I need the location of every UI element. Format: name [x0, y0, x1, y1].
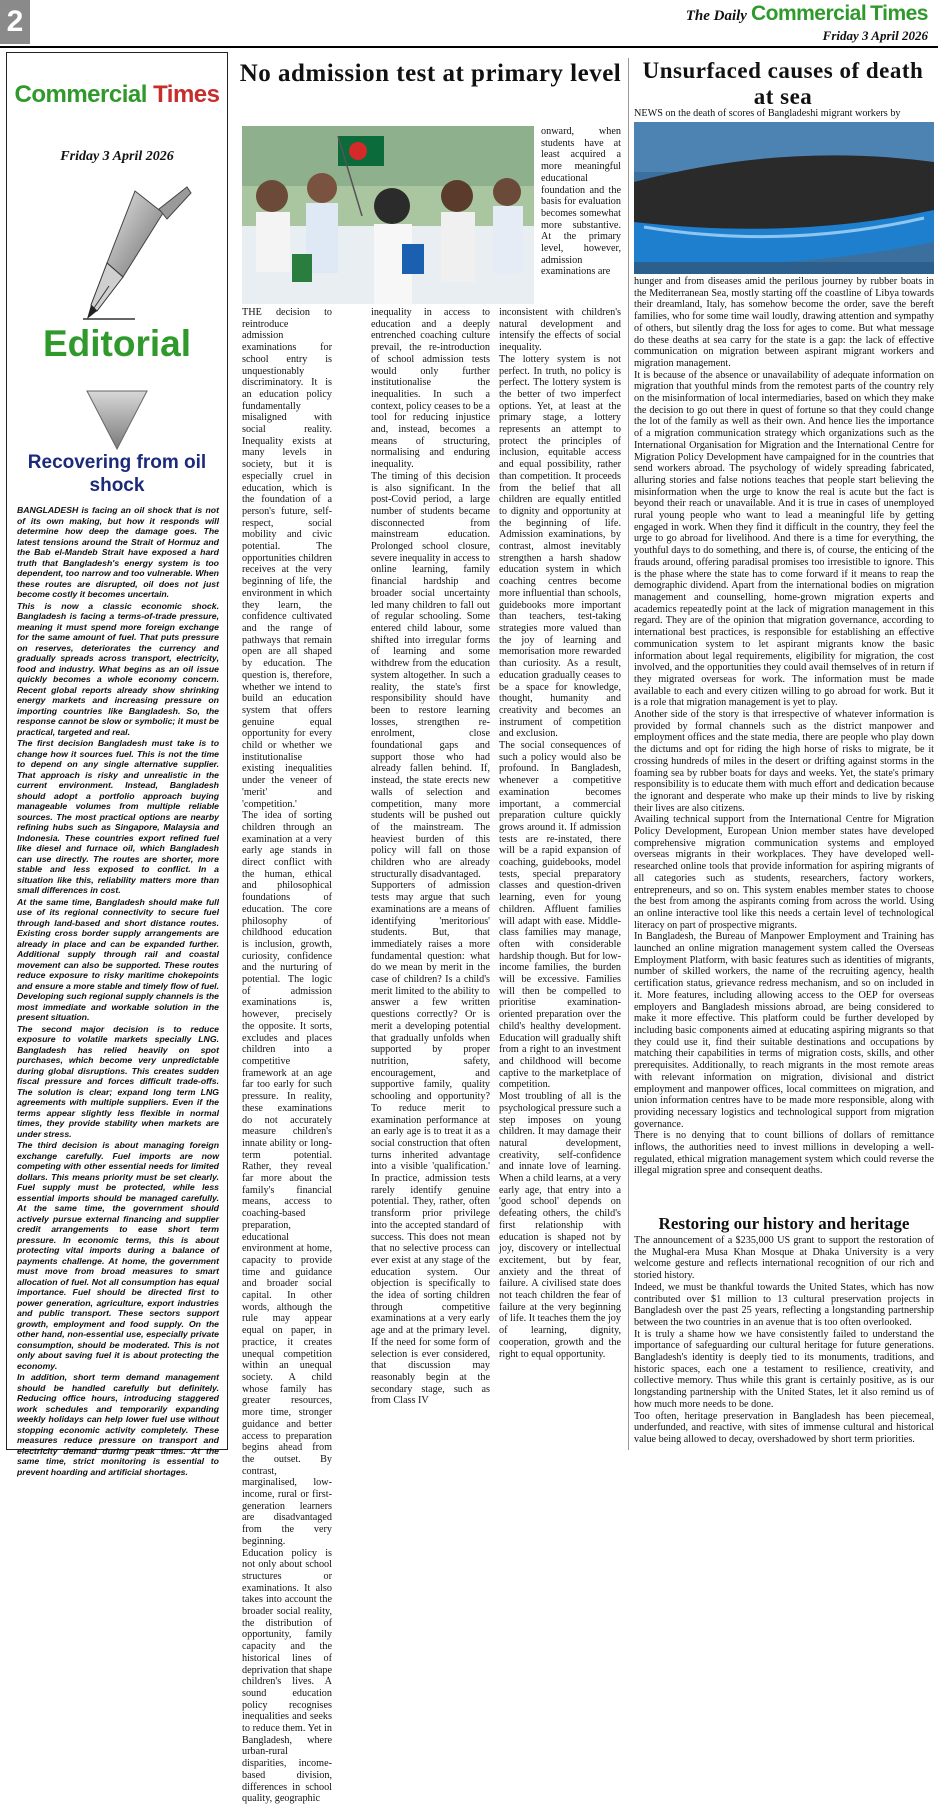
article-paragraph: Availing technical support from the International Centre for Migration Policy Development, European Union member states have developed comprehensive migration communication systems and employed overseas migrants in their workplaces. They have developed well-researched online tools that provide information for aspiring migrants of all categories such as students, researchers, factory workers, entrepreneurs, and so on. This system enables member states to choose the best from among the aspirants coming from across the world. Using an online interactive tool like this needs a certain level of technological literacy on part of prospective migrants. [634, 814, 934, 931]
fountain-pen-icon [75, 183, 195, 321]
article-paragraph: It is because of the absence or unavailability of adequate information on migration that youthful minds from the remotest parts of the country rely on the misinformation of local intermediaries, based on which they make the decision to go out there in quest of fortune so that they could change the lot of the family as well as their own. And hence lies the importance of a migration communication strategy which organizations such as the International Organisation for Migration and the International Centre for Migration Policy Development have campaigned for in the countries that send workers abroad. The psychology of widely spreading fabricated, alluring stories and false notions teaches that people start believing the misinformation when the urge to know the real is acute but the fact is beyond their reach or unavailable. And it is true in cases of unemployed rural young people who want to lead a meaningful life by getting engaged in work. When they find it difficult in the country, they feel the urge to go abroad for livelihood. And there is a time for everything, the youthful days to do something, and there is, of course, the enticing of the frauds around, offering paradisal promises too irresistible to ignore. This is the phase where the state has to come forward if it means to reap the demographic dividend. Apart from the international bodies on migration management and counselling, home-grown migration experts and academics repeatedly point at the lack of migration management in this regard. They are of the opinion that migration governance, according to international best practices, is responsible for establishing an effective communication system to let aspirant migrants know the basic information about legal requirements, eligibility for migration, the cost involved, and the opportunities they could avail themselves of in return if they migrated overseas for work. The information must be made available to each and every citizen willing to go abroad for work. But it is a role that migration management is yet to play. [634, 369, 934, 709]
page-number: 2 [0, 0, 30, 44]
article-paragraph: inequality in access to education and a deeply entrenched coaching culture prevail, the re-introduction of school admission tests would only further institutionalise the inequalities. In such a context, policy ceases to be a tool for reducing injustice and, instead, becomes a means of structuring, normalising and enduring inequality. [371, 307, 490, 471]
article-title-heritage: Restoring our history and heritage [658, 1214, 910, 1233]
editorial-paragraph: At the same time, Bangladesh should make full use of its regional connectivity to secure fuel through land-based and short distance routes. Existing cross border supply arrangements are already in place and can be expanded further. Additional supply through rail and coastal movement can also be supported. These routes reduce exposure to risky maritime chokepoints and ensure a more stable and timely flow of fuel. Developing such regional supply channels is the most immediate and workable solution in the present situation. [17, 896, 219, 1022]
article-column-admission-1 [242, 307, 332, 1805]
article-paragraph: Education policy is not only about school structures or examinations. It also takes into account the broader social reality, the distribution of opportunity, family capacity and the historical lines of deprivation that shape children's lives. A sound education policy recognises inequalities and seeks to reduce them. Yet in Bangladesh, where urban-rural disparities, income-based division, differences in school quality, geographic [242, 1547, 332, 1805]
editorial-headline: Recovering from oil shock [27, 452, 207, 496]
masthead [686, 2, 928, 44]
sidebar-logo-times: Times [153, 81, 220, 108]
article-paragraph: The social consequences of such a policy would also be profound. In Bangladesh, whenever a competitive examination becomes important, a commercial preparation culture quickly grows around it. If admission tests are re-instated, there will be a rapid expansion of coaching, guidebooks, model tests, special preparatory classes and question-driven learning, even for young children. Affluent families will adapt with ease. Middle-class families may manage, often with considerable hardship though. But for low-income families, the burden will be excessive. Families will then be compelled to prioritise examination-oriented preparation over the child's healthy development. Education will gradually shift from a right to an investment and childhood will become captive to the marketplace of competition. [499, 740, 621, 1091]
editorial-paragraph: BANGLADESH is facing an oil shock that is not of its own making, but how it responds will determine how deep the damage goes. The latest tensions around the Strait of Hormuz and the Bab el-Mandeb Strait have exposed a hard truth that Bangladesh's energy system is too dependent, too narrow and too vulnerable. When these routes are disrupted, oil does not just become costly it becomes uncertain. [17, 505, 219, 599]
editorial-sidebar [6, 52, 228, 1477]
article-paragraph: inconsistent with children's natural development and intensify the effects of social inequality. [499, 307, 621, 354]
editorial-paragraph: The third decision is about managing foreign exchange carefully. Fuel imports are now competing with other essential needs for limited dollars. This means priority must be set clearly. Fuel supply must be protected, while less essential imports should be managed carefully. At the same time, the government should actively pursue external financing and supplier credit arrangements to ease short term pressure. In economic terms, this is about protecting vital imports during a balance of payments challenge. At home, the government must move from broad measures to smart allocation of fuel. Not all consumption has equal importance. Fuel should be directed first to power generation, agriculture, export industries and public transport. These sectors support growth, employment and food supply. On the other hand, non-essential use, especially private consumption, should be moderated. This is not only about saving fuel it is about protecting the economy. [17, 1140, 219, 1371]
article-title-death-at-sea: Unsurfaced causes of death at sea [642, 58, 924, 109]
article-paragraph: Another side of the story is that irrespective of whatever information is provided by formal channels such as the district manpower and employment offices and the state media, there are people who play down the dictums and opt for riding the high horse of risks to migrate, be it crossing hundreds of miles in the desert or drifting against storms in the foaming sea by rubber boats for days and weeks. Yet, the state's primary responsibility is to educate them with much effort and dedication because the ignorant and desperate who make up their minds to live by risking their lives are also citizens. [634, 709, 934, 814]
migrant-boat-photo [634, 122, 934, 274]
article-column-admission-3 [499, 307, 621, 1360]
article-paragraph: Most troubling of all is the psychological pressure such a step imposes on young children. It may damage their natural development, creativity, self-confidence and innate love of learning. When a child learns, at a very early age, that entry into a 'good school' depends on defeating others, the child's first relationship with education is shaped not by joy, discovery or intellectual excitement, but by fear, anxiety and the threat of failure. A civilised state does not teach children the fear of failure at the very beginning of life. It teaches them the joy of learning, dignity, cooperation, growth and the right to equal opportunity. [499, 1091, 621, 1360]
article-paragraph: In Bangladesh, the Bureau of Manpower Employment and Training has launched an online migration management system called the Overseas Employment Platform, with basic features such as identities of migrants, number of skilled workers, the name of the recruiting agency, health certification status, grievance redress mechanism, and so on included in it. More features, including allowing access to the OEP for overseas employers and Bangladesh missions abroad, are being considered to make it more effective. This platform could be further developed by including basic components aimed at educating aspiring migrants so that they could use it, find their suitable destinations and occupations by matching their capabilities in terms of migration costs, skills, and other prerequisites. Additionally, to reach migrants in the most remote areas with relevant information on migration, divisional and district employment and manpower offices, local committees on migration, and union information centres have to be made more responsible, along with providing necessary logistics and technological support from migration governance. [634, 931, 934, 1130]
sidebar-logo [7, 81, 227, 109]
section-title: Editorial [42, 323, 192, 364]
article-paragraph: It is truly a shame how we have consistently failed to understand the importance of safeguarding our cultural heritage for future generations. Bangladesh's identity is deeply tied to its monuments, traditions, and historic spaces, each one a testament to resilience, creativity, and collective memory. Thus while this grant is certainly positive, as is our longstanding partnership with the United States, let it also remind us of how much more needs to be done. [634, 1328, 934, 1410]
article-text-admission-top: onward, when students have at least acquired a more meaningful educational foundation and the basis for evaluation becomes somewhat more substantive. At the primary level, however, admission examinations are [541, 126, 621, 278]
masthead-brand-commercial: Commercial [750, 2, 867, 25]
editorial-paragraph: This is now a classic economic shock. Bangladesh is facing a terms-of-trade pressure, meaning it must spend more foreign exchange for the same amount of fuel. That puts pressure on reserves, deteriorates the currency and gradually spreads across transport, electricity, food and industry. What begins as an oil issue quickly becomes a whole economy concern. Recent global reports already show shrinking energy markets and increasing pressure on importing countries like Bangladesh. So, the response cannot be slow or symbolic; it must be practical, targeted and real. [17, 600, 219, 737]
article-paragraph: The timing of this decision is also significant. In the post-Covid period, a large number of students became disconnected from mainstream education. Prolonged school closure, severe inequality in access to online learning, family financial hardship and broader social uncertainty led many children to fall out of regular schooling. Some entered child labour, some shifted into irregular forms of learning and some withdrew from the education system altogether. In such a reality, the state's first responsibility should have been to restore learning losses, strengthen re-enrolment, close foundational gaps and support those who had already fallen behind. If, instead, the state erects new walls of selection and competition, many more students will be pushed out of the mainstream. The heaviest burden of this policy will fall on those children who are already structurally disadvantaged. [371, 470, 490, 880]
article-paragraph: The idea of sorting children through an examination at a very early age stands in direct conflict with the human, ethical and philosophical foundations of education. The core philosophy of childhood education is inclusion, growth, curiosity, confidence and the nurturing of potential. The logic of admission examinations is, however, precisely the opposite. It sorts, excludes and places children into a competitive framework at an age far too early for such pressure. In reality, these examinations do not accurately measure children's innate ability or long-term potential. Rather, they reveal far more about the family's financial means, access to coaching-based preparation, educational environment at home, capacity to provide time and guidance and broader social capital. In other words, although the rule may appear equal on paper, in practice, it creates unequal competition within an unequal society. A child whose family has greater resources, more time, stronger guidance and better access to preparation begins ahead from the outset. By contrast, marginalised, low-income, rural or first-generation learners are disadvantaged from the very beginning. [242, 810, 332, 1547]
article-paragraph: Too often, heritage preservation in Bangladesh has been piecemeal, underfunded, and reactive, with sites of immense cultural and historical value being allowed to decay, overshadowed by short term priorities. [634, 1410, 934, 1445]
article-paragraph: Supporters of admission tests may argue that such examinations are a means of identifying 'meritorious' students. But, that immediately raises a more fundamental question: what do we mean by merit in the case of children? Is a child's merit limited to the ability to answer a few written questions correctly? Or is merit a developing potential that gradually unfolds when supported by proper nutrition, safety, encouragement, and supportive family, quality schooling and opportunity? To reduce merit to examination performance at an early age is to treat it as a social construction that often turns inherited advantage into a visible 'qualification.' In practice, admission tests rarely identify genuine potential. They, rather, often transform prior privilege into the accepted standard of success. This does not mean that no selective process can ever exist at any stage of the education system. Our objection is specifically to the idea of sorting children through competitive examinations at a very early age and at the primary level. If the need for some form of selection is ever considered, that discussion may reasonably begin at the secondary stage, such as from Class IV [371, 880, 490, 1407]
article-paragraph: Indeed, we must be thankful towards the United States, which has now contributed over $1 million to 13 cultural preservation projects in Bangladesh over the past 25 years, reflecting a longstanding partnership between the two countries in an avenue that is too often overlooked. [634, 1281, 934, 1328]
sidebar-date: Friday 3 April 2026 [60, 149, 174, 164]
editorial-paragraph: In addition, short term demand management should be handled carefully but definitely. Reducing office hours, introducing staggered work schedules and temporarily expanding weekly holidays can help lower fuel use without stopping economic activity completely. These measures reduce pressure on transport and electricity demand during peak times. At the same time, strict monitoring is essential to prevent hoarding and artificial shortages. [17, 1372, 219, 1477]
article-body-heritage [634, 1235, 934, 1446]
masthead-brand-times: Times [870, 2, 928, 25]
masthead-daily: The Daily [685, 8, 747, 24]
column-divider [628, 58, 629, 1450]
editorial-paragraph: The first decision Bangladesh must take is to change how it sources fuel. This is not the time to depend on any single alternative supplier. That approach is risky and unrealistic in the current environment. Instead, Bangladesh should adopt a portfolio approach buying manageable volumes from multiple reliable sources. The most practical options are nearby refining hubs such as Singapore, Malaysia and Indonesia. These countries export refined fuel like diesel and furnace oil, which Bangladesh can use directly. The routes are shorter, more stable and less exposed to conflict. In a situation like this, reliability matters more than small differences in cost. [17, 738, 219, 895]
masthead-date: Friday 3 April 2026 [822, 28, 928, 43]
down-arrow-icon [85, 389, 149, 451]
article-paragraph: The lottery system is not perfect. In truth, no policy is perfect. The lottery system is the better of two imperfect options. Yet, at least at the primary stage, a lottery represents an attempt to protect the principles of inclusion, equitable access and equal possibility, rather than competition. It proceeds from the belief that all children are equally entitled to dignity and opportunity at the beginning of life. Admission examinations, by contrast, almost inevitably strengthen a harsh shadow education system in which coaching centres become more influential than schools, guidebooks more important than teachers, test-taking strategies more valued than the joy of learning and memorisation more rewarded than curiosity. As a result, education gradually ceases to be a space for knowledge, thought, humanity and creativity and becomes an instrument of competition and exclusion. [499, 353, 621, 740]
article-body-death-at-sea [634, 276, 934, 1177]
editorial-paragraph: The second major decision is to reduce exposure to volatile markets specially LNG. Bangladesh has relied heavily on spot purchases, which become very unpredictable during global disruptions. This creates sudden fiscal pressure and forces difficult trade-offs. The solution is clear; expand long term LNG agreements with multiple suppliers. Even if the terms appear slightly less flexible in normal times, they provide stability when markets are under stress. [17, 1023, 219, 1139]
article-paragraph: THE decision to reintroduce admission examinations for school entry is unquestionably discriminatory. It is an education policy fundamentally misaligned with social reality. Inequality exists at many levels in society, but it is especially cruel in education, which is the foundation of a person's future, self-respect, social mobility and civic potential. The opportunities children receives at the very beginning of life, the environment in which they learn, the confidence cultivated and the range of pathways that remain open are all shaped by education. The question is, therefore, whether we intend to build an education system that offers genuine equal opportunity for every child or whether we institutionalise existing inequalities under the veneer of 'merit' and 'competition.' [242, 307, 332, 810]
sidebar-logo-commercial: Commercial [14, 81, 147, 108]
article-paragraph: The announcement of a $235,000 US grant to support the restoration of the Mughal-era Musa Khan Mosque at Dhaka University is a very welcome gesture and reflects international recognition of our rich and storied history. [634, 1235, 934, 1282]
editorial-body [17, 505, 219, 1478]
article-paragraph: There is no denying that to count billions of dollars of remittance inflows, the authorities need to invest millions in developing a well-regulated, ethical migration management system which could reverse the illegal migration spree and consequent deaths. [634, 1130, 934, 1177]
article-lead-death-at-sea: NEWS on the death of scores of Bangladeshi migrant workers by [634, 108, 901, 119]
students-celebrating-photo [242, 126, 534, 304]
header-rule [0, 46, 938, 48]
article-column-admission-2 [371, 307, 490, 1407]
article-title-admission: No admission test at primary level [239, 60, 622, 87]
article-paragraph: hunger and from diseases amid the perilous journey by rubber boats in the Mediterranean Sea, mostly starting off the coastline of Libya towards their dreamland, Italy, has somehow become the order, save the bereft families, who for some time wail loudly, drawing attention and sympathy of others, but silently drag the loss for ages to come. But what message do these deaths at sea carry for the state is a gap: the lack of effective communication on migration between aspirant migrant workers and migration management. [634, 276, 934, 369]
